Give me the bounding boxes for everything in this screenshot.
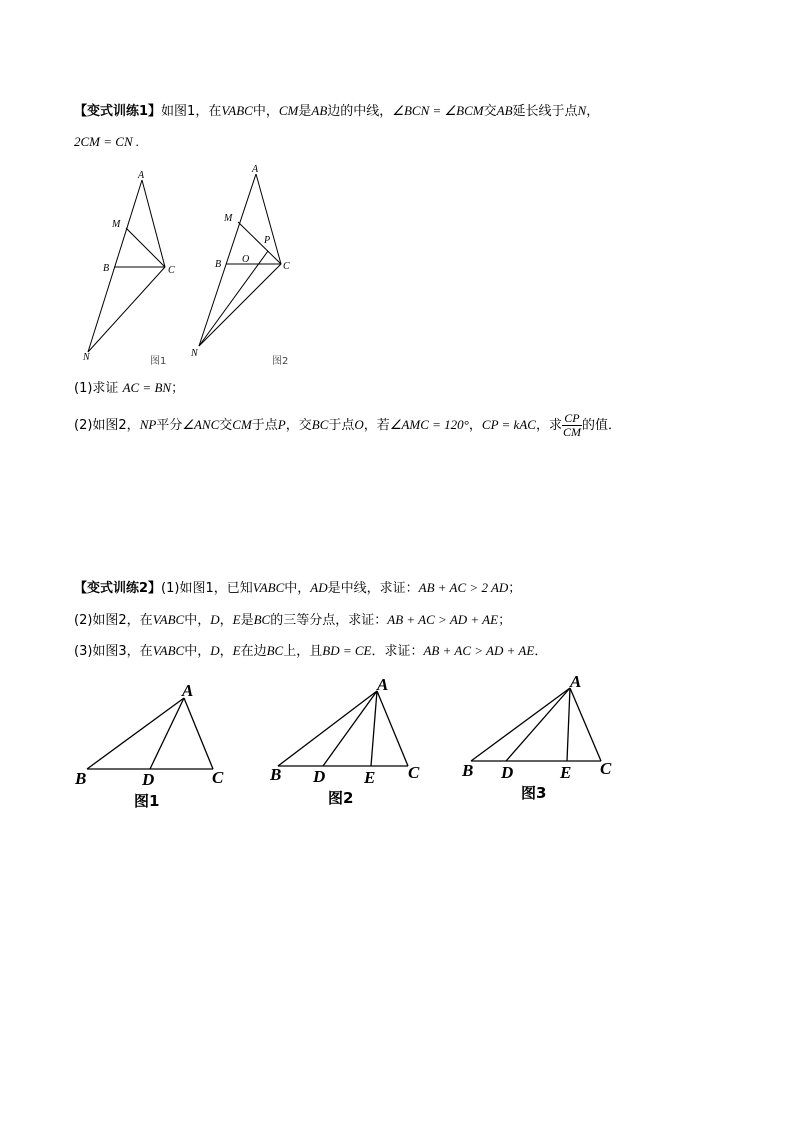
math: BC	[311, 417, 329, 432]
text: 如图1，在	[161, 104, 222, 119]
text: 是中线，求证：	[327, 581, 419, 596]
segment-AC	[184, 698, 213, 769]
label-A: A	[252, 164, 259, 175]
segment-AC	[256, 174, 281, 264]
label-C: C	[600, 759, 612, 778]
label-A: A	[182, 681, 194, 700]
text: 的值．	[581, 418, 621, 433]
text: 边的中线，	[327, 104, 393, 119]
label-D: D	[501, 763, 514, 782]
math: CM	[232, 417, 252, 432]
math: VABC	[152, 643, 185, 658]
label-O: O	[242, 254, 250, 265]
figure-caption: 图2	[328, 789, 354, 807]
problem2-line3	[74, 641, 547, 662]
text: (2)如图2，在	[74, 613, 153, 628]
math: VABC	[252, 580, 285, 595]
figure-caption: 图3	[521, 784, 547, 802]
text: 上，且	[283, 644, 323, 659]
text: ，	[586, 104, 600, 119]
text: (1)如图1，已知	[161, 581, 253, 596]
math: CM	[278, 103, 299, 118]
problem1-question2	[74, 412, 621, 439]
segment-NP	[199, 251, 268, 346]
label-B: B	[75, 769, 87, 788]
text: ；	[171, 381, 185, 396]
text: (3)如图3，在	[74, 644, 153, 659]
math: ∠BCN = ∠BCM	[392, 103, 484, 118]
math: AD	[310, 580, 328, 595]
segment-AE	[567, 688, 570, 761]
math: AC = BN	[122, 380, 172, 395]
text: ．	[534, 644, 548, 659]
figure-caption: 图1	[150, 356, 167, 367]
segment-AD	[323, 691, 377, 766]
text: (1)求证	[74, 381, 123, 396]
math: NP	[139, 417, 157, 432]
math: BC	[253, 612, 271, 627]
problem1-question1	[74, 378, 184, 399]
label-C: C	[168, 265, 175, 276]
text: ，交	[285, 418, 312, 433]
label-C: C	[408, 763, 420, 782]
math: AB	[496, 103, 513, 118]
segment-AC	[570, 688, 601, 761]
text: 在边	[240, 644, 267, 659]
label-M: M	[224, 213, 233, 224]
text: 于点	[328, 418, 355, 433]
label-E: E	[364, 768, 376, 787]
problem2-figure1	[70, 680, 240, 820]
label-P: P	[264, 235, 271, 246]
text: 交	[219, 418, 233, 433]
text: ．求证：	[371, 644, 424, 659]
math: D	[210, 643, 220, 658]
segment-AE	[371, 691, 377, 766]
math: CP = kAC	[481, 417, 536, 432]
problem2-tag: 【变式训练2】	[74, 581, 162, 596]
fraction-cp-over-cm	[562, 412, 582, 439]
text: 中，	[184, 644, 211, 659]
text: ，	[468, 418, 482, 433]
text: 交	[483, 104, 497, 119]
label-B: B	[103, 263, 110, 274]
math: ∠ANC	[182, 417, 220, 432]
math: ∠AMC = 120°	[389, 417, 469, 432]
segment-AB	[471, 688, 570, 761]
text: 中，	[184, 613, 211, 628]
label-C: C	[212, 768, 224, 787]
text: 于点	[251, 418, 278, 433]
text: 的三等分点，求证：	[270, 613, 388, 628]
math: AB + AC > AD + AE	[387, 612, 499, 627]
label-A: A	[377, 675, 389, 694]
label-D: D	[142, 770, 155, 789]
text: ；	[508, 581, 522, 596]
text: ，若	[363, 418, 390, 433]
fraction-denominator: CM	[562, 425, 581, 439]
math: AB + AC > 2 AD	[418, 580, 509, 595]
problem2-line2	[74, 610, 511, 631]
segment-AC	[377, 691, 408, 766]
text: 平分	[156, 418, 183, 433]
segment-AD	[506, 688, 570, 761]
text: 中，	[252, 104, 279, 119]
text: ；	[498, 613, 512, 628]
problem1-line1	[74, 101, 599, 122]
figure-caption: 图2	[272, 356, 289, 367]
figure-caption: 图1	[134, 792, 160, 810]
math: VABC	[152, 612, 185, 627]
problem1-figure1	[80, 168, 190, 368]
text: 中，	[284, 581, 311, 596]
math: N	[577, 103, 587, 118]
label-B: B	[215, 259, 222, 270]
math: E	[232, 643, 241, 658]
label-C: C	[283, 261, 290, 272]
segment-MC	[126, 228, 165, 267]
text: ，求	[535, 418, 562, 433]
text: ，	[219, 644, 233, 659]
math: O	[354, 417, 364, 432]
label-D: D	[313, 767, 326, 786]
label-A: A	[570, 672, 582, 691]
segment-AC	[142, 180, 165, 267]
math: BD = CE	[322, 643, 372, 658]
problem1-line2: 2CM = CN .	[74, 134, 140, 149]
segment-AB	[87, 698, 184, 769]
problem2-line1	[74, 578, 521, 599]
fraction-numerator: CP	[562, 412, 582, 426]
math: VABC	[221, 103, 253, 118]
segment-AB	[278, 691, 377, 766]
label-E: E	[560, 763, 572, 782]
problem2-figure2	[265, 675, 435, 815]
text: ，	[219, 613, 233, 628]
problem1-tag: 【变式训练1】	[74, 104, 162, 119]
segment-NC	[199, 264, 281, 346]
segment-AN	[88, 180, 142, 352]
segment-AD	[150, 698, 184, 769]
math: E	[232, 612, 241, 627]
problem2-figure3	[458, 670, 628, 810]
label-B: B	[270, 765, 282, 784]
text: (2)如图2，	[74, 418, 140, 433]
math: AB + AC > AD + AE	[423, 643, 535, 658]
problem1-figure2	[188, 160, 308, 367]
label-N: N	[191, 348, 198, 359]
label-A: A	[138, 170, 145, 181]
label-N: N	[83, 352, 90, 363]
math: D	[210, 612, 220, 627]
label-M: M	[112, 219, 121, 230]
text: 是	[298, 104, 312, 119]
math: P	[277, 417, 286, 432]
math: BC	[266, 643, 284, 658]
text: 是	[240, 613, 254, 628]
math: AB	[311, 103, 328, 118]
text: 延长线于点	[512, 104, 578, 119]
label-B: B	[462, 761, 474, 780]
segment-NC	[88, 267, 165, 352]
